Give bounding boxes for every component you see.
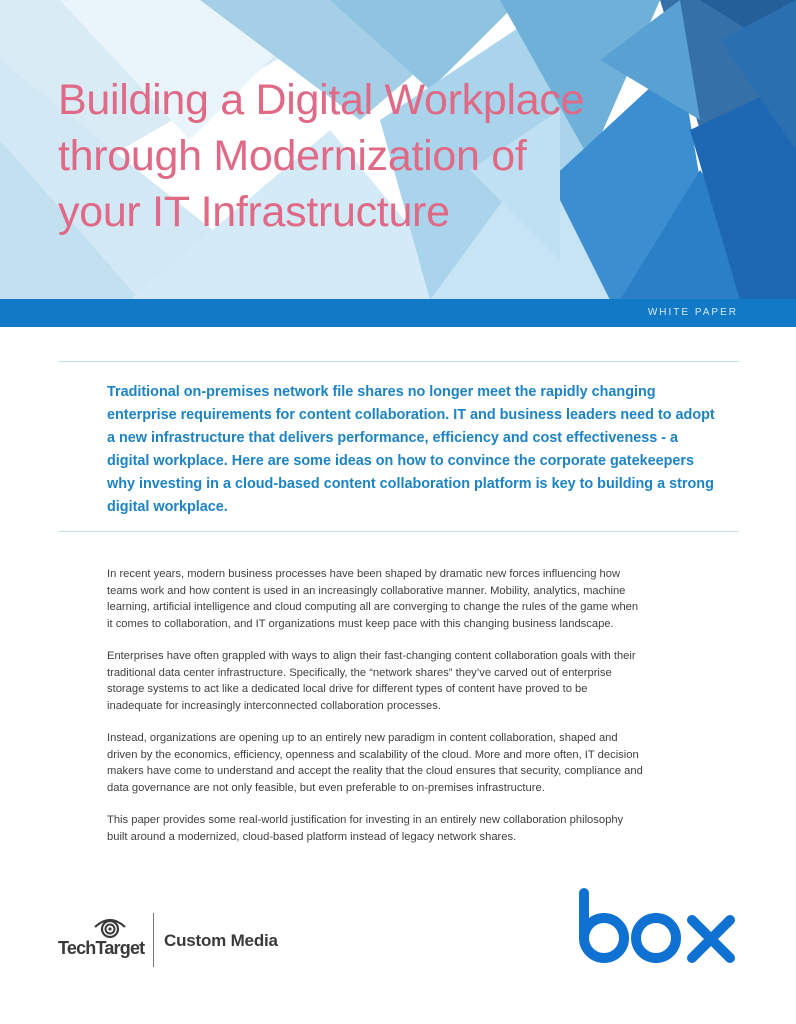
lede-line: why investing in a cloud-based content collaboration platform is key to building a strong [107,476,714,492]
body-line: inadequate for increasingly interconnected collaboration processes. [107,699,441,712]
body-line: storage systems to act like a dedicated local drive for different types of content have proved to be [107,683,588,696]
page-title [58,72,584,240]
lede-line: a new infrastructure that delivers performance, efficiency and cost effectiveness - a [107,430,679,446]
lede-line: enterprise requirements for content collaboration. IT and business leaders need to adopt [107,407,715,423]
custom-media-label: Custom Media [164,931,278,950]
body-paragraph [107,566,707,632]
title-line: Building a Digital Workplace [58,76,585,124]
divider-bottom [58,531,739,532]
document-type-label: WHITE PAPER [647,307,738,318]
divider-top [58,361,739,362]
lede-line: Traditional on-premises network file shares no longer meet the rapidly changing [107,384,656,400]
body-paragraph [107,648,707,714]
body-line: makers have come to understand and accept the reality that the cloud ensures that security, compliance and [107,765,643,778]
hero-banner [0,0,796,300]
lede-line: digital workplace. Here are some ideas on how to convince the corporate gatekeepers [107,453,695,469]
body-line: it comes to collaboration, and IT organizations must keep pace with this changing business landscape. [107,617,614,630]
document-type-band [0,299,796,327]
body-line: data governance are not only feasible, but even preferable to on-premises infrastructure. [107,781,545,794]
eye-icon [93,915,127,939]
body-line: driven by the economics, efficiency, openness and scalability of the cloud. More and more often, IT decision [107,748,639,761]
box-logo [574,888,742,968]
lede-paragraph [107,381,717,519]
title-line: your IT Infrastructure [58,188,450,236]
title-line: through Modernization of [58,132,527,180]
body-line: Enterprises have often grappled with ways to align their fast-changing content collaboration goals with their [107,649,636,662]
body-line: This paper provides some real-world justification for investing in an entirely new collaboration philosophy [107,813,624,826]
techtarget-wordmark: TechTarget [58,938,145,958]
body-line: traditional data center infrastructure. Specifically, the “network shares” they’ve carved out of enterprise [107,666,612,679]
body-line: learning, artificial intelligence and cloud computing all are converging to change the rules of the game when [107,601,639,614]
body-text [107,566,707,861]
body-line: Instead, organizations are opening up to an entirely new paradigm in content collaboration, shaped and [107,731,618,744]
body-paragraph [107,730,707,796]
lede-line: digital workplace. [107,499,228,515]
techtarget-logo [58,915,158,967]
body-line: built around a modernized, cloud-based platform instead of legacy network shares. [107,830,517,843]
body-line: teams work and how content is used in an increasingly collaborative manner. Mobility, analytics, machine [107,584,626,597]
body-line: In recent years, modern business processes have been shaped by dramatic new forces influencing how [107,568,621,580]
body-paragraph [107,812,707,845]
logo-divider [153,913,154,967]
